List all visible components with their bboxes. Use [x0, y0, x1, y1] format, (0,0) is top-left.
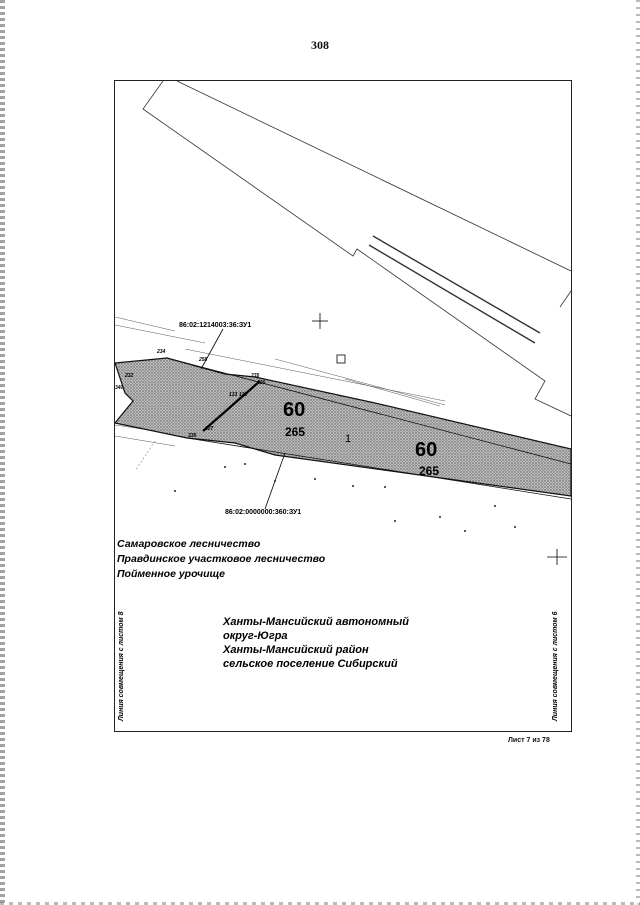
region-line: округ-Югра: [223, 630, 288, 642]
forestry-line: Пойменное урочище: [117, 568, 225, 580]
region-line: Ханты-Мансийский район: [223, 644, 369, 656]
sheet-label: Лист 7 из 78: [508, 737, 550, 744]
road-polygon: [143, 81, 571, 416]
leader-top: [201, 329, 223, 369]
point-label: 234: [157, 349, 166, 355]
forestry-text: [117, 537, 325, 582]
point-label: 128: [239, 392, 248, 398]
alignment-line-right: Линия совмещения с листом 6: [552, 611, 559, 721]
scan-edge-left: [0, 0, 5, 905]
region-line: сельское поселение Сибирский: [223, 658, 398, 670]
quarter-left-number: 60: [283, 399, 306, 421]
parcel-1: [115, 358, 571, 496]
point-label: 340: [115, 385, 124, 391]
quarter-right-sub: 265: [419, 464, 440, 478]
quarter-right-number: 60: [415, 439, 438, 461]
map-frame[interactable]: [114, 80, 572, 732]
scan-edge-right: [636, 0, 640, 905]
point-label: 258: [199, 357, 208, 363]
point-label: 126: [257, 380, 266, 386]
alignment-line-left: Линия совмещения с листом 8: [118, 611, 125, 721]
forestry-line: Самаровское лесничество: [117, 538, 261, 550]
page-number: 308: [311, 38, 329, 52]
point-label: 336: [188, 433, 197, 439]
map-square-marker: [337, 355, 345, 363]
region-text: [223, 615, 409, 671]
region-line: Ханты-Мансийский автономный: [223, 616, 409, 628]
quarter-left-sub: 265: [285, 425, 306, 439]
point-label: 133: [229, 392, 238, 398]
forestry-line: Правдинское участковое лесничество: [117, 553, 326, 565]
cadastral-label-bottom: 86:02:0000000:360:ЗУ1: [225, 509, 302, 516]
point-label: 127: [205, 426, 214, 432]
point-label: 235: [251, 373, 260, 379]
plot-label: 1: [345, 433, 352, 445]
cadastral-label-top: 86:02:1214003:36:ЗУ1: [179, 322, 252, 329]
point-label: 232: [125, 373, 134, 379]
